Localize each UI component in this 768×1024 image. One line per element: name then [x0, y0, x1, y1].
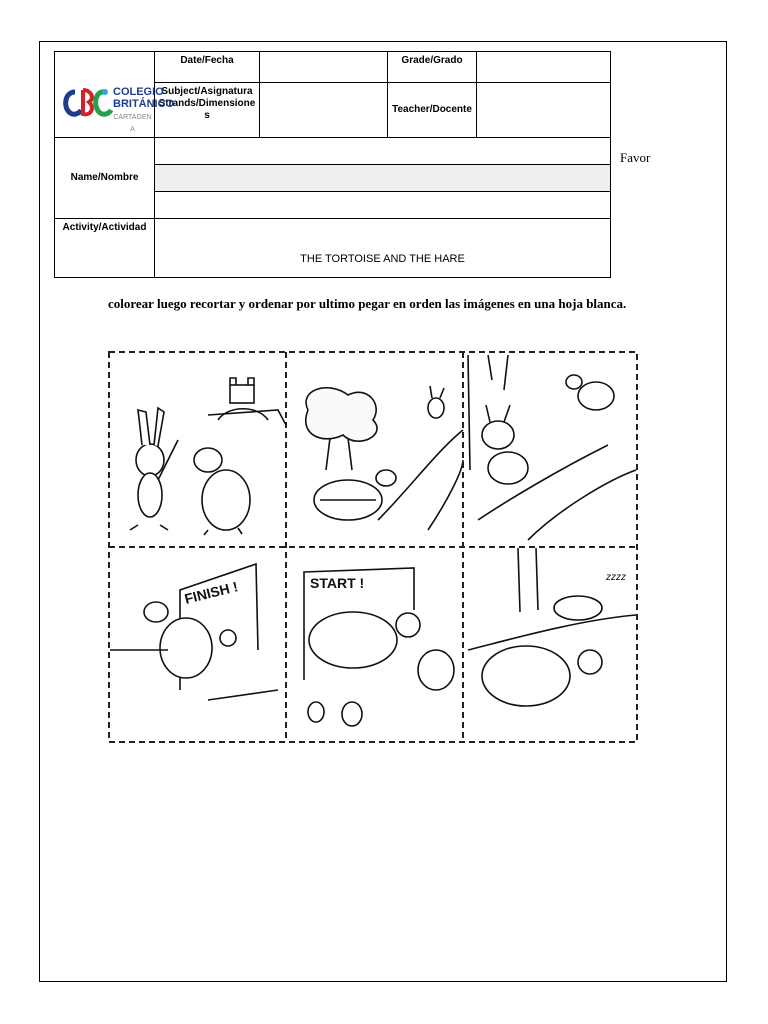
panel-4 — [110, 564, 278, 700]
panel-2 — [306, 386, 463, 530]
activity-label: Activity/Actividad — [55, 219, 155, 278]
panel-1 — [130, 378, 286, 535]
teacher-field[interactable] — [477, 83, 611, 138]
grade-label: Grade/Grado — [388, 52, 477, 83]
teacher-label: Teacher/Docente — [388, 83, 477, 138]
name-field-line2[interactable] — [155, 165, 611, 192]
finish-sign-text: FINISH ! — [182, 578, 240, 607]
name-label: Name/Nombre — [55, 138, 155, 219]
zzz-text: zzzz — [606, 572, 626, 583]
date-field[interactable] — [260, 52, 388, 83]
subject-field[interactable] — [260, 83, 388, 138]
activity-title: THE TORTOISE AND THE HARE — [155, 219, 611, 278]
start-sign-text: START ! — [310, 575, 365, 591]
school-name-line1: COLEGIO — [113, 86, 164, 98]
panel-5 — [304, 568, 454, 726]
panel-3 — [468, 355, 636, 540]
name-field-line3[interactable] — [155, 192, 611, 219]
favor-text: Favor — [620, 150, 651, 165]
grade-field[interactable] — [477, 52, 611, 83]
header-table — [54, 51, 611, 278]
date-label: Date/Fecha — [155, 52, 260, 83]
panel-6 — [468, 548, 636, 706]
school-name-line2: BRITÁNICO — [113, 98, 175, 110]
subject-label: Subject/Asignatura Strands/Dimensiones — [155, 83, 260, 138]
name-field-line1[interactable] — [155, 138, 611, 165]
instructions-text: colorear luego recortar y ordenar por ultimo pegar en orden las imágenes en una hoja blanca. — [108, 296, 627, 311]
cbc-logo-icon — [61, 86, 113, 120]
comic-strip — [108, 350, 639, 744]
school-city: CARTAGENA — [113, 114, 152, 133]
school-logo — [55, 52, 175, 138]
